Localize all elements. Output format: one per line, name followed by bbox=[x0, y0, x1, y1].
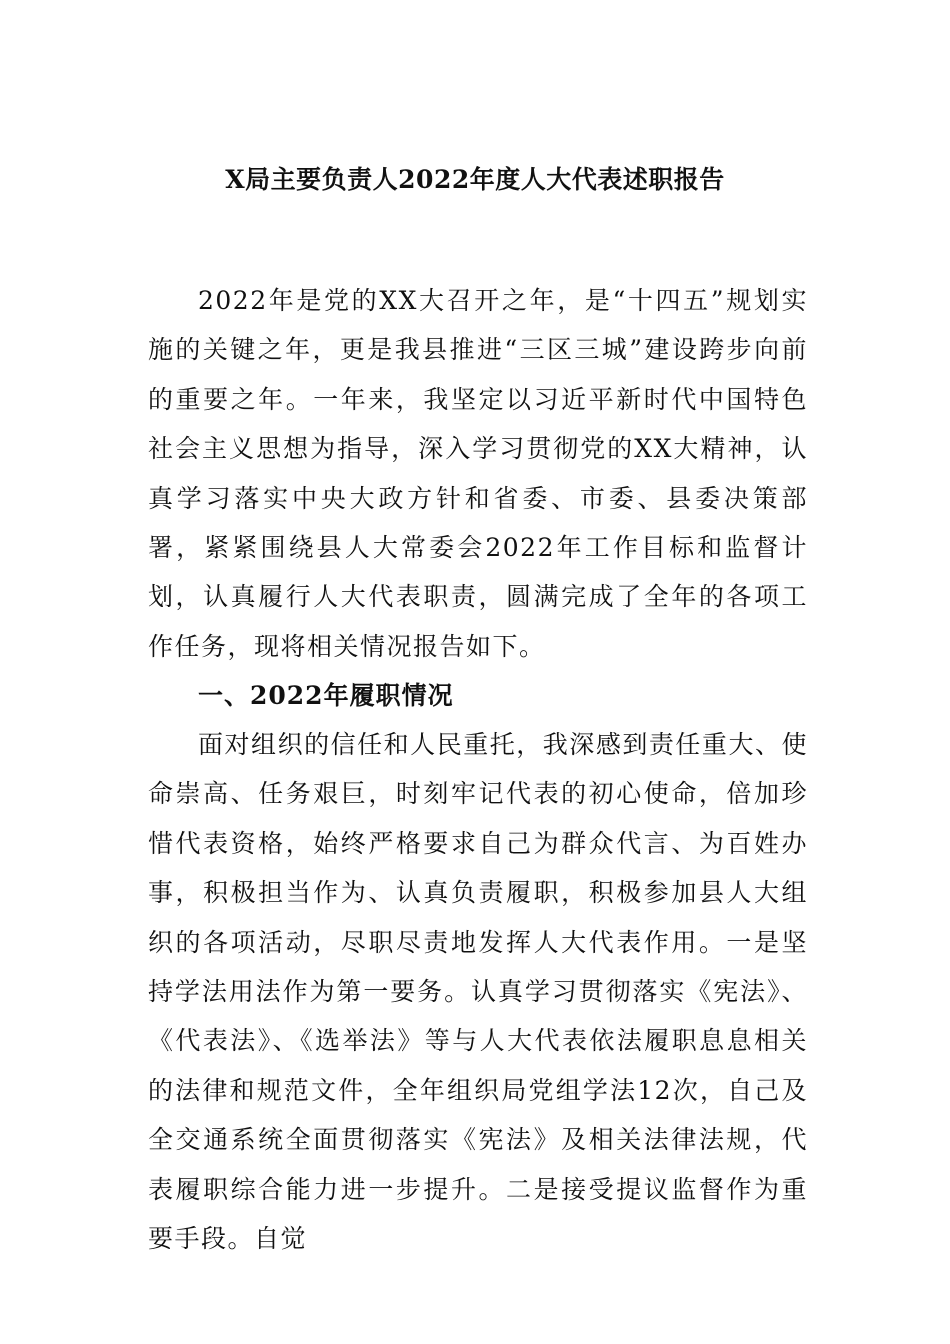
document-title: X局主要负责人2022年度人大代表述职报告 bbox=[225, 165, 725, 194]
intro-paragraph: 2022年是党的XX大召开之年，是“十四五”规划实施的关键之年，更是我县推进“三区三城”建设跨步向前的重要之年。一年来，我坚定以习近平新时代中国特色社会主义思想为指导，深入学习贯彻党的XX大精神，认真学习落实中央大政方针和省委、市委、县委决策部署，紧紧围绕县人大常委会2022年工作目标和监督计划，认真履行人大代表职责，圆满完成了全年的各项工作任务，现将相关情况报告如下。 bbox=[148, 286, 808, 661]
section-heading: 一、2022年履职情况 bbox=[198, 681, 454, 710]
section-paragraph: 面对组织的信任和人民重托，我深感到责任重大、使命崇高、任务艰巨，时刻牢记代表的初心使命，倍加珍惜代表资格，始终严格要求自己为群众代言、为百姓办事，积极担当作为、认真负责履职，积极参加县人大组织的各项活动，尽职尽责地发挥人大代表作用。一是坚持学法用法作为第一要务。认真学习贯彻落实《宪法》、《代表法》、《选举法》等与人大代表依法履职息息相关的法律和规范文件，全年组织局党组学法12次，自己及全交通系统全面贯彻落实《宪法》及相关法律法规，代表履职综合能力进一步提升。二是接受提议监督作为重要手段。自觉 bbox=[148, 730, 808, 1254]
